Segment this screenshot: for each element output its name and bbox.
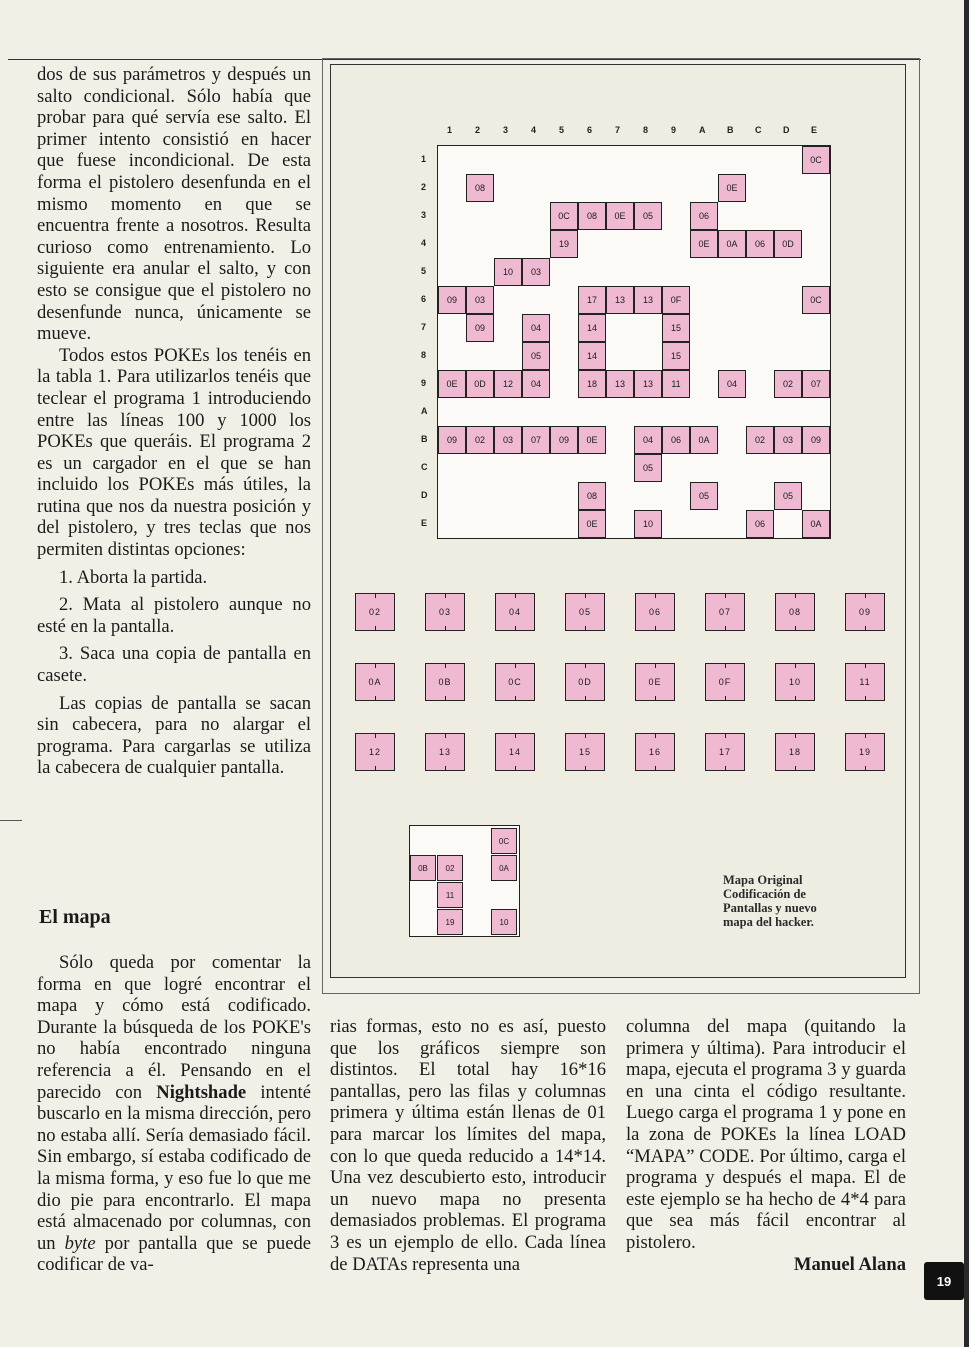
map-screen-cell: 09 <box>438 286 466 314</box>
screen-tile: 14 <box>495 733 535 771</box>
map-screen-cell: 0F <box>662 286 690 314</box>
map-screen-cell: 03 <box>494 426 522 454</box>
hacker-map-cell: 10 <box>491 909 517 935</box>
caption-line: Codificación de <box>723 887 806 901</box>
screen-tile: 0B <box>425 663 465 701</box>
map-screen-cell: 0D <box>466 370 494 398</box>
row-label: B <box>421 434 428 444</box>
game-name: Nightshade <box>156 1081 247 1103</box>
text-span: intenté buscarlo en la misma dirección, pero no estaba allí. Sería demasiado fácil. Sin embargo, sí estaba codificado de la misma forma, y eso fue lo que me dio pie para encontrarlo. El mapa está almacenado por columnas, con un <box>37 1081 311 1254</box>
map-screen-cell: 13 <box>634 286 662 314</box>
map-screen-cell: 0A <box>718 230 746 258</box>
map-screen-cell: 17 <box>578 286 606 314</box>
figure-caption <box>723 873 853 929</box>
map-screen-cell: 0A <box>802 510 830 538</box>
column-1-lower <box>37 952 311 1276</box>
hacker-map <box>409 825 520 937</box>
screen-tile: 0F <box>705 663 745 701</box>
row-label: 7 <box>421 322 427 332</box>
hacker-map-cell: 02 <box>437 855 463 881</box>
map-screen-cell: 0E <box>718 174 746 202</box>
map-screen-cell: 06 <box>746 510 774 538</box>
column-label: 1 <box>447 125 453 135</box>
screen-tile: 13 <box>425 733 465 771</box>
column-label: C <box>755 125 762 135</box>
caption-line: mapa del hacker. <box>723 915 814 929</box>
screen-tile: 18 <box>775 733 815 771</box>
map-screen-cell: 0C <box>802 286 830 314</box>
column-label: 9 <box>671 125 677 135</box>
screen-tile: 05 <box>565 593 605 631</box>
map-screen-cell: 05 <box>634 454 662 482</box>
map-screen-cell: 09 <box>466 314 494 342</box>
map-screen-cell: 19 <box>550 230 578 258</box>
screen-tile: 07 <box>705 593 745 631</box>
map-screen-cell: 04 <box>522 314 550 342</box>
option-item: 1. Aborta la partida. <box>59 566 208 588</box>
column-2 <box>330 1016 606 1275</box>
map-screen-cell: 07 <box>522 426 550 454</box>
author: Manuel Alana <box>793 1253 906 1275</box>
map-screen-cell: 11 <box>662 370 690 398</box>
screen-tile: 04 <box>495 593 535 631</box>
paragraph: rias formas, esto no es así, puesto que los gráficos siempre son distintos. El total hay 16*16 pantallas, pero las filas y columnas primera y última están llenas de 01 para marcar los límites del mapa, con lo que queda reducido a 14*14. Una vez descubierto esto, introducir un nuevo mapa no presenta demasiados problemas. El programa 3 es un ejemplo de ello. Cada línea de DATAs representa una <box>330 1016 606 1275</box>
paragraph: dos de sus parámetros y después un salto condicional. Sólo había que probar para qué servía ese salto. El primer intento consistió en hacer que fuese incondicional. De esta forma el pistolero desenfunda en el mismo momento en que se encuentra frente a nosotros. Resulta curioso como entrenamiento. Lo siguiente era anular el salto, y con esto se consigue que el pistolero no desenfunde nunca, únicamente se mueve. <box>37 64 311 345</box>
column-label: 6 <box>587 125 593 135</box>
column-label: 5 <box>559 125 565 135</box>
row-label: 4 <box>421 238 427 248</box>
paragraph: Las copias de pantalla se sacan sin cabecera, para no alargar el programa. Para cargarlas se utiliza la cabecera de cualquier pantalla. <box>37 692 311 779</box>
row-label: 6 <box>421 294 427 304</box>
paragraph: Todos estos POKEs los tenéis en la tabla 1. Para utilizarlos tenéis que teclear el programa 1 introduciendo entre las líneas 100 y 1000 los POKEs que queráis. El programa 2 es un cargador en el que se han incluido los POKEs más útiles, la rutina que nos da nuestra posición y del pistolero, y tres teclas que nos permiten distintas opciones: <box>37 344 311 561</box>
hacker-map-cell: 0B <box>410 855 436 881</box>
map-screen-cell: 05 <box>774 482 802 510</box>
map-figure <box>330 64 906 978</box>
row-label: 1 <box>421 154 427 164</box>
map-screen-cell: 14 <box>578 314 606 342</box>
hacker-map-cell: 0C <box>491 828 517 854</box>
map-screen-cell: 04 <box>522 370 550 398</box>
column-label: D <box>783 125 790 135</box>
margin-mark <box>0 820 22 821</box>
map-screen-cell: 08 <box>466 174 494 202</box>
option-item: 2. Mata al pistolero aunque no esté en la pantalla. <box>37 594 311 637</box>
screen-tile: 0E <box>635 663 675 701</box>
hacker-map-cell: 0A <box>491 855 517 881</box>
map-screen-cell: 18 <box>578 370 606 398</box>
map-screen-cell: 04 <box>718 370 746 398</box>
map-screen-cell: 13 <box>606 286 634 314</box>
map-screen-cell: 04 <box>634 426 662 454</box>
screen-tile: 10 <box>775 663 815 701</box>
column-label: 4 <box>531 125 537 135</box>
map-screen-cell: 13 <box>606 370 634 398</box>
map-screen-cell: 09 <box>438 426 466 454</box>
column-label: 7 <box>615 125 621 135</box>
map-screen-cell: 07 <box>802 370 830 398</box>
hacker-map-cell: 11 <box>437 882 463 908</box>
map-screen-cell: 10 <box>634 510 662 538</box>
screen-tile: 09 <box>845 593 885 631</box>
map-screen-cell: 02 <box>466 426 494 454</box>
screen-tile: 0C <box>495 663 535 701</box>
map-screen-cell: 12 <box>494 370 522 398</box>
map-screen-cell: 0A <box>690 426 718 454</box>
map-screen-cell: 02 <box>774 370 802 398</box>
row-label: A <box>421 406 428 416</box>
map-screen-cell: 03 <box>466 286 494 314</box>
map-screen-cell: 03 <box>774 426 802 454</box>
map-screen-cell: 06 <box>662 426 690 454</box>
map-screen-cell: 0C <box>550 202 578 230</box>
paragraph <box>37 952 311 1276</box>
map-screen-cell: 09 <box>550 426 578 454</box>
options-list <box>37 567 311 687</box>
paragraph: columna del mapa (quitando la primera y última). Para introducir el mapa, ejecuta el programa 3 y guarda en una cinta el código resultante. Luego carga el programa 1 y pone en la zona de POKEs la línea LOAD “MAPA” CODE. Por último, carga el programa y después el mapa. El de este ejemplo se ha hecho de 4*4 para que sea más fácil encontrar al pistolero. <box>626 1016 906 1253</box>
option-item: 3. Saca una copia de pantalla en casete. <box>37 643 311 687</box>
screen-tile: 0A <box>355 663 395 701</box>
screen-tile: 12 <box>355 733 395 771</box>
map-screen-cell: 06 <box>690 202 718 230</box>
map-screen-cell: 0E <box>578 510 606 538</box>
original-map <box>437 145 831 539</box>
map-screen-cell: 06 <box>746 230 774 258</box>
column-1 <box>37 64 311 779</box>
screen-tile: 0D <box>565 663 605 701</box>
map-screen-cell: 08 <box>578 202 606 230</box>
map-screen-cell: 03 <box>522 258 550 286</box>
caption-line: Mapa Original <box>723 873 803 887</box>
section-heading: El mapa <box>39 906 111 928</box>
row-label: 3 <box>421 210 427 220</box>
caption-line: Pantallas y nuevo <box>723 901 817 915</box>
map-screen-cell: 02 <box>746 426 774 454</box>
screen-tile: 11 <box>845 663 885 701</box>
screen-tile: 03 <box>425 593 465 631</box>
row-label: E <box>421 518 428 528</box>
map-screen-cell: 0E <box>690 230 718 258</box>
column-label: E <box>811 125 818 135</box>
screen-tile: 16 <box>635 733 675 771</box>
map-screen-cell: 09 <box>802 426 830 454</box>
hacker-map-cell: 19 <box>437 909 463 935</box>
row-label: 5 <box>421 266 427 276</box>
screen-tile: 02 <box>355 593 395 631</box>
map-screen-cell: 0D <box>774 230 802 258</box>
map-screen-cell: 15 <box>662 314 690 342</box>
column-label: A <box>699 125 706 135</box>
text-span: Sólo queda por comentar la forma en que logré encontrar el mapa y cómo está codificado. Durante la búsqueda de los POKE's no había encontrado ninguna referencia a él. Pensando en el parecido con <box>37 952 311 1103</box>
map-screen-cell: 0E <box>606 202 634 230</box>
map-screen-cell: 15 <box>662 342 690 370</box>
map-screen-cell: 0C <box>802 146 830 174</box>
italic-term: byte <box>64 1232 96 1254</box>
map-screen-cell: 0E <box>438 370 466 398</box>
map-screen-cell: 08 <box>578 482 606 510</box>
screen-tile: 08 <box>775 593 815 631</box>
row-label: 8 <box>421 350 427 360</box>
column-label: 8 <box>643 125 649 135</box>
map-screen-cell: 10 <box>494 258 522 286</box>
column-label: 3 <box>503 125 509 135</box>
map-screen-cell: 05 <box>690 482 718 510</box>
map-screen-cell: 14 <box>578 342 606 370</box>
screen-tile: 06 <box>635 593 675 631</box>
screen-tile: 15 <box>565 733 605 771</box>
map-screen-cell: 05 <box>634 202 662 230</box>
screen-tile: 19 <box>845 733 885 771</box>
page-number: 19 <box>924 1262 964 1300</box>
column-label: 2 <box>475 125 481 135</box>
row-label: C <box>421 462 428 472</box>
page-edge <box>964 0 969 1347</box>
row-label: D <box>421 490 428 500</box>
column-3 <box>626 1016 906 1275</box>
text-span: por pantalla que se puede codificar de va- <box>37 1232 311 1276</box>
screen-tile: 17 <box>705 733 745 771</box>
map-screen-cell: 05 <box>522 342 550 370</box>
row-label: 2 <box>421 182 427 192</box>
map-screen-cell: 13 <box>634 370 662 398</box>
map-screen-cell: 0E <box>578 426 606 454</box>
row-label: 9 <box>421 378 427 388</box>
column-label: B <box>727 125 734 135</box>
